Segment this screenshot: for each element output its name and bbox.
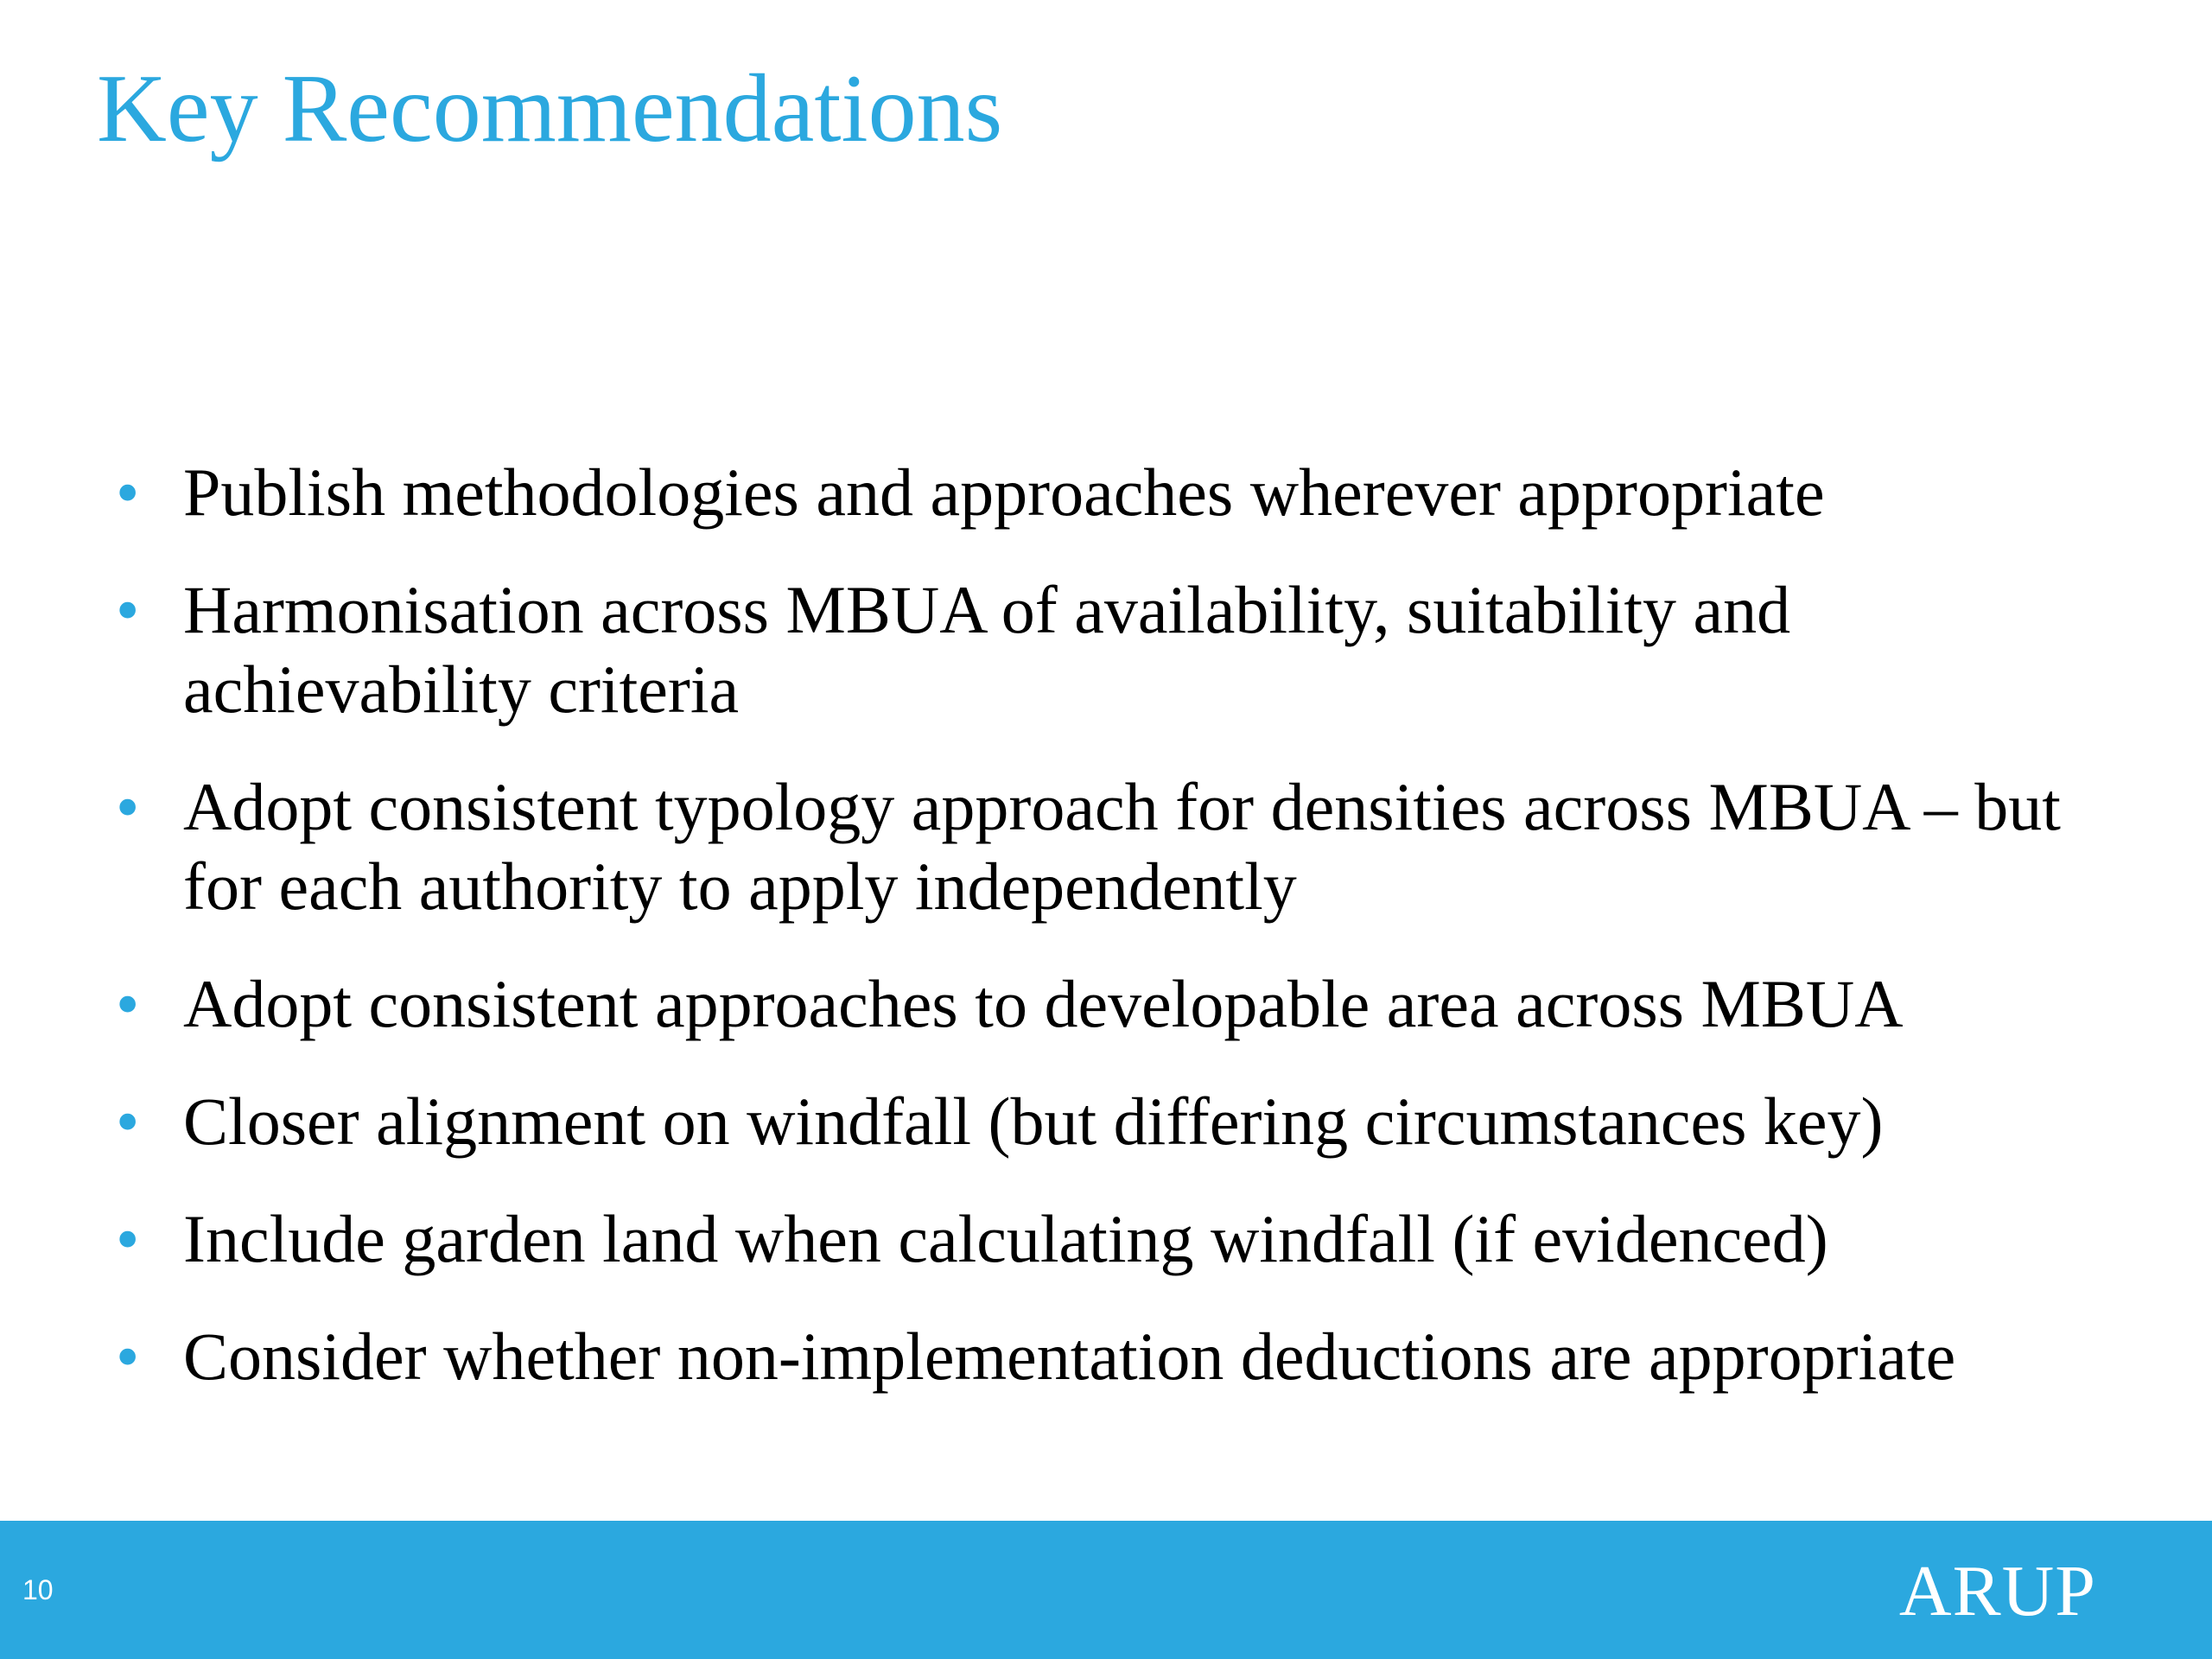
bullet-icon: •: [116, 1319, 140, 1394]
list-item-text: Include garden land when calculating windfall (if evidenced): [183, 1201, 1828, 1276]
bullet-icon: •: [116, 1084, 140, 1159]
list-item-text: Adopt consistent typology approach for densities across MBUA – but for each authority to apply independently: [183, 769, 2061, 924]
list-item: [116, 570, 2103, 729]
recommendations-list: [116, 453, 2103, 1434]
list-item-text: Adopt consistent approaches to developable area across MBUA: [183, 966, 1904, 1041]
list-item: [116, 1082, 2103, 1161]
list-item: [116, 453, 2103, 532]
bullet-icon: •: [116, 769, 140, 844]
list-item: [116, 964, 2103, 1044]
bullet-icon: •: [116, 572, 140, 647]
bullet-icon: •: [116, 1201, 140, 1276]
slide-title: Key Recommendations: [97, 55, 1003, 162]
list-item: [116, 1199, 2103, 1279]
list-item-text: Consider whether non-implementation deductions are appropriate: [183, 1319, 1956, 1394]
page-number: 10: [22, 1574, 54, 1605]
bullet-icon: •: [116, 454, 140, 530]
list-item: [116, 1317, 2103, 1396]
footer-bar: [0, 1521, 2212, 1659]
list-item-text: Publish methodologies and approaches wherever appropriate: [183, 454, 1825, 530]
list-item-text: Harmonisation across MBUA of availability, suitability and achievability criteria: [183, 572, 1791, 727]
list-item: [116, 767, 2103, 926]
arup-logo: ARUP: [1898, 1551, 2096, 1631]
list-item-text: Closer alignment on windfall (but differing circumstances key): [183, 1084, 1884, 1159]
bullet-icon: •: [116, 966, 140, 1041]
